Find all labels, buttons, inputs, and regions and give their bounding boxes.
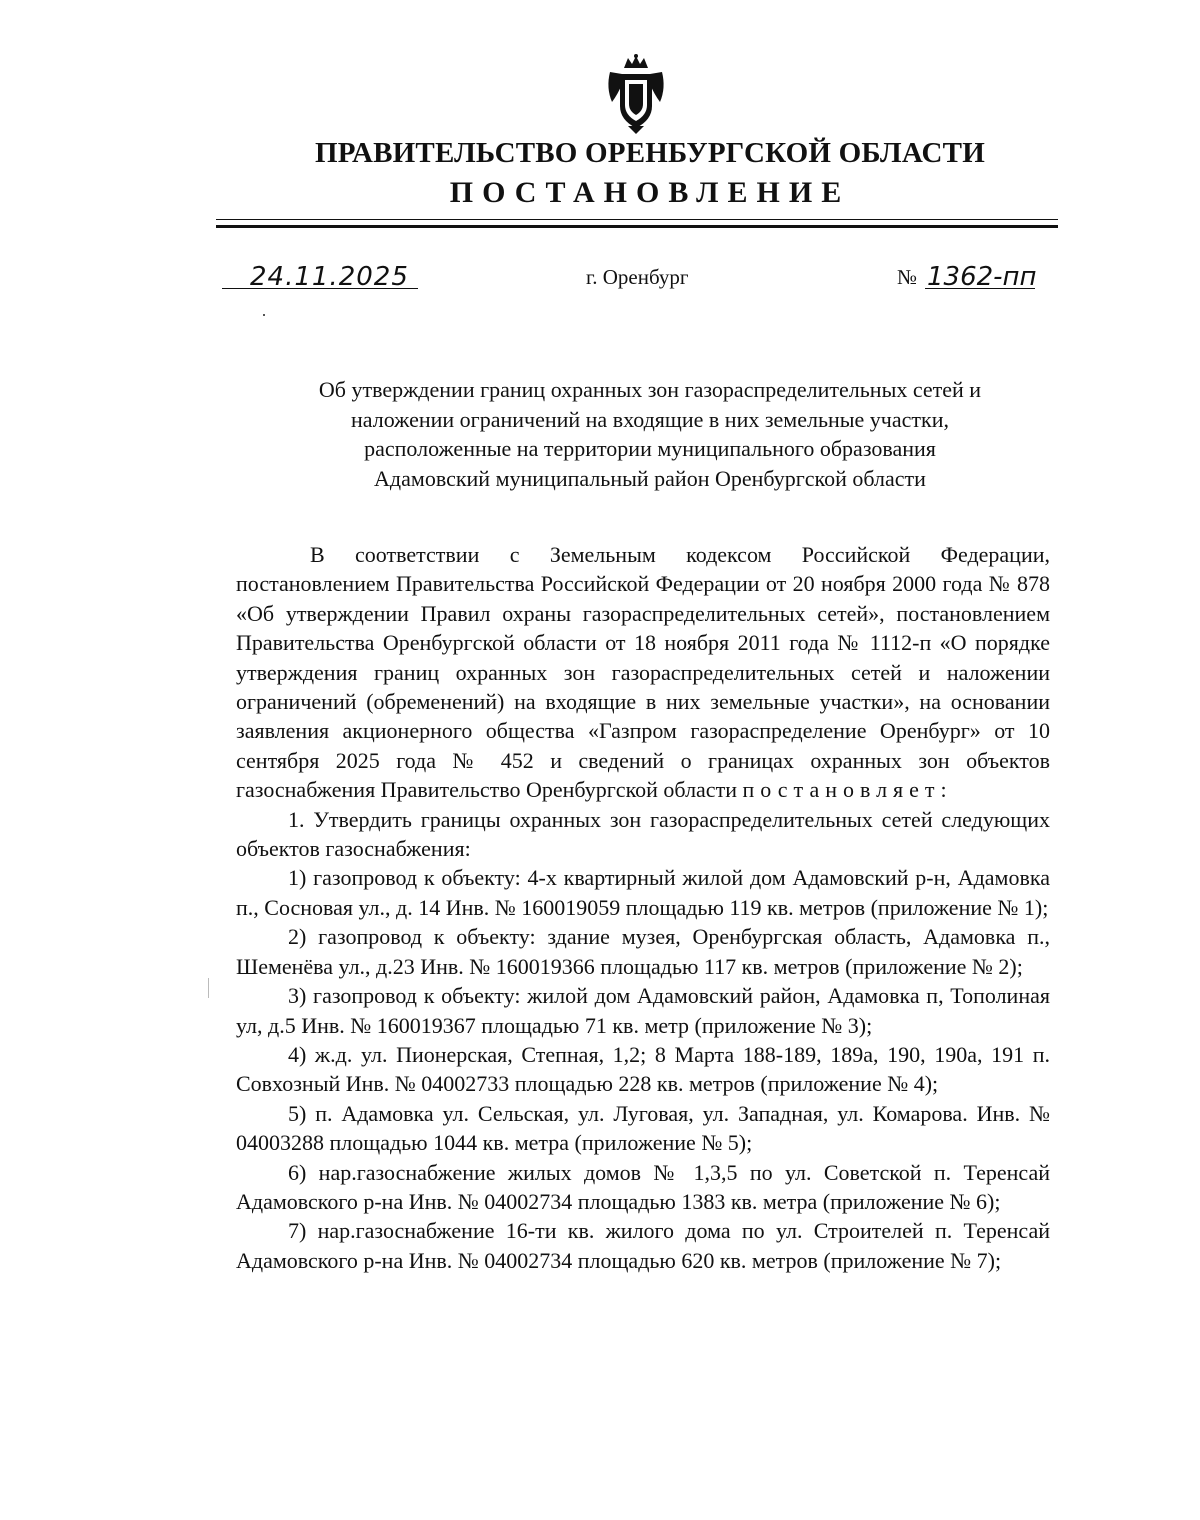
list-item: 6) нар.газоснабжение жилых домов № 1,3,5 по ул. Советской п. Теренсай Адамовского р-на Инв. № 04002734 площадью 1383 кв. метра (приложение № 6); — [236, 1159, 1050, 1214]
list-item: 2) газопровод к объекту: здание музея, Оренбургская область, Адамовка п., Шеменёва ул., д.23 Инв. № 160019366 площадью 117 кв. метров (приложение № 2); — [236, 924, 1050, 979]
scan-margin-mark — [208, 978, 209, 998]
number-underline — [925, 288, 1035, 289]
preamble-paragraph — [236, 540, 1050, 805]
subject-line: наложении ограничений на входящие в них земельные участки, — [351, 406, 949, 432]
decree-word: постановляет: — [742, 777, 953, 803]
list-item: 3) газопровод к объекту: жилой дом Адамовский район, Адамовка п, Тополиная ул, д.5 Инв. № 160019367 площадью 71 кв. метр (приложение № 3); — [236, 983, 1050, 1038]
coat-of-arms-emblem — [604, 54, 668, 134]
document-type-title: ПОСТАНОВЛЕНИЕ — [449, 176, 851, 209]
list-item: 1) газопровод к объекту: 4-х квартирный жилой дом Адамовский р-н, Адамовка п., Сосновая ул., д. 14 Инв. № 160019059 площадью 119 кв. метров (приложение № 1); — [236, 865, 1050, 920]
document-number: 1362-пп — [927, 262, 1037, 292]
list-item: 4) ж.д. ул. Пионерская, Степная, 1,2; 8 Марта 188-189, 189а, 190, 190а, 191 п. Совхозный Инв. № 04002733 площадью 228 кв. метров (приложение № 4); — [236, 1041, 1050, 1097]
date-underline — [222, 288, 418, 289]
document-body — [236, 540, 1050, 1275]
list-item: 5) п. Адамовка ул. Сельская, ул. Луговая, ул. Западная, ул. Комарова. Инв. № 04003288 площадью 1044 кв. метра (приложение № 5); — [236, 1100, 1050, 1156]
scan-dot — [263, 314, 265, 316]
document-date: 24.11.2025 — [250, 262, 409, 292]
number-sign: № — [897, 265, 918, 289]
preamble-text: В соответствии с Земельным кодексом Российской Федерации, постановлением Правительства Российской Федерации от 20 ноября 2000 года № 878 «Об утверждении Правил охраны газораспределительных сетей», постановлением Правительства Оренбургской области от 18 ноября 2011 года № 1112-п «О порядке утверждения границ охранных зон газораспределительных сетей и наложении ограничений (обременений) на входящие в них земельные участки», на основании заявления акционерного общества «Газпром газораспределение Оренбург» от 10 сентября 2025 года № 452 и сведений о границах охранных зон объектов газоснабжения Правительство Оренбургской области — [236, 542, 1050, 803]
list-item: 7) нар.газоснабжение 16-ти кв. жилого дома по ул. Строителей п. Теренсай Адамовского р-на Инв. № 04002734 площадью 620 кв. метров (приложение № 7); — [236, 1218, 1050, 1273]
header-divider-thin — [216, 219, 1058, 220]
header-divider-thick — [216, 225, 1058, 228]
subject-line: Адамовский муниципальный район Оренбургской области — [374, 465, 926, 491]
document-subject — [236, 375, 1064, 493]
subject-line: Об утверждении границ охранных зон газораспределительных сетей и — [318, 377, 982, 402]
government-title: ПРАВИТЕЛЬСТВО ОРЕНБУРГСКОЙ ОБЛАСТИ — [315, 137, 985, 169]
document-city: г. Оренбург — [586, 265, 689, 289]
clause-1: 1. Утвердить границы охранных зон газораспределительных сетей следующих объектов газоснабжения: — [236, 806, 1050, 862]
subject-line: расположенные на территории муниципального образования — [364, 436, 936, 461]
